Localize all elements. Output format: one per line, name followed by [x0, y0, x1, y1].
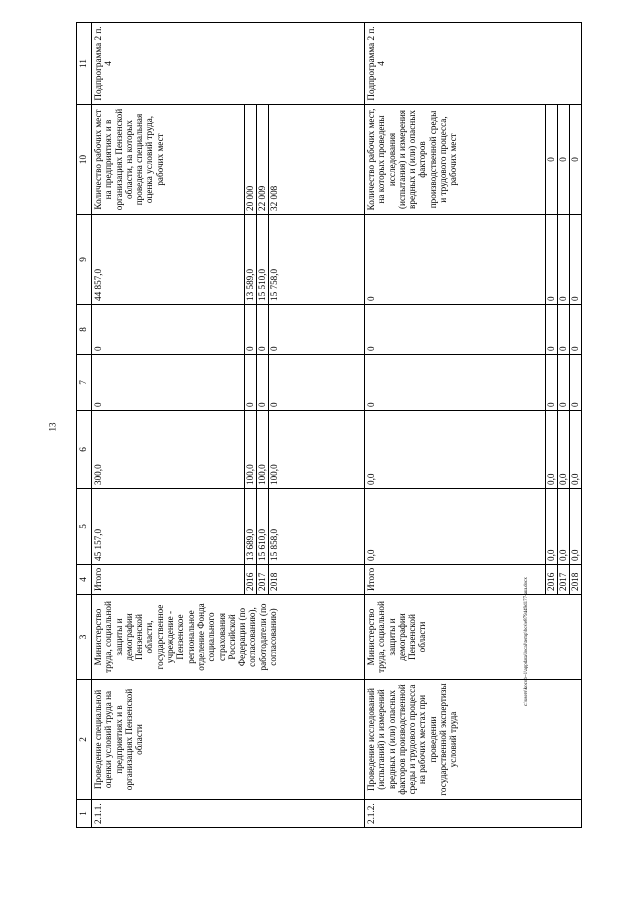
year-col9: 15 758,0 — [269, 215, 365, 305]
col-num-2: 2 — [77, 680, 92, 800]
total-col7: 0 — [92, 355, 245, 411]
col-num-6: 6 — [77, 411, 92, 489]
table-row — [365, 23, 546, 828]
year-col10: 20 000 — [245, 105, 257, 215]
year-col6: 100,0 — [245, 411, 257, 489]
year-cell: 2016 — [546, 565, 558, 595]
year-col5: 0,0 — [558, 489, 570, 565]
col-num-9: 9 — [77, 215, 92, 305]
year-col9: 0 — [558, 215, 570, 305]
year-col10: 22 009 — [257, 105, 269, 215]
year-col7: 0 — [269, 355, 365, 411]
activity-cell: Проведение специальной оценки условий труда на предприятиях и в организациях Пензенской области — [92, 680, 365, 800]
col-num-1: 1 — [77, 800, 92, 828]
total-col9: 44 857,0 — [92, 215, 245, 305]
program-table — [76, 22, 582, 828]
year-col7: 0 — [546, 355, 558, 411]
year-cell: 2016 — [245, 565, 257, 595]
executor-cell: Министерство труда, социальной защиты и демографии Пензенской области, государственное учреждение - Пензенское региональное отделение Фонда социального страхования Российской Федерации (по согласованию), работодатели (по согласованию) — [92, 595, 365, 680]
total-label: Итого — [92, 565, 245, 595]
year-cell: 2017 — [257, 565, 269, 595]
col-num-4: 4 — [77, 565, 92, 595]
year-col9: 0 — [570, 215, 582, 305]
table-row — [92, 23, 245, 828]
year-col5: 0,0 — [546, 489, 558, 565]
year-col8: 0 — [257, 305, 269, 355]
year-col9: 13 589,0 — [245, 215, 257, 305]
executor-cell: Министерство труда, социальной защиты и демографии Пензенской области — [365, 595, 582, 680]
year-col10: 0 — [558, 105, 570, 215]
year-col5: 15 858,0 — [269, 489, 365, 565]
row-id: 2.1.1. — [92, 800, 365, 828]
year-col6: 0,0 — [570, 411, 582, 489]
column-number-row — [77, 23, 92, 828]
year-cell: 2017 — [558, 565, 570, 595]
footer-file-path-text: c:\users\kocob~1\appdata\local\temp\bcs\e879449d177-аш.docx — [524, 577, 529, 706]
year-col7: 0 — [570, 355, 582, 411]
subprogram-cell: Подпрограмма 2 п. 4 — [365, 23, 582, 105]
total-col7: 0 — [365, 355, 546, 411]
year-col8: 0 — [558, 305, 570, 355]
total-col6: 0,0 — [365, 411, 546, 489]
col-num-5: 5 — [77, 489, 92, 565]
year-col7: 0 — [558, 355, 570, 411]
total-col5: 0,0 — [365, 489, 546, 565]
year-cell: 2018 — [269, 565, 365, 595]
year-col7: 0 — [245, 355, 257, 411]
col-num-10: 10 — [77, 105, 92, 215]
year-col7: 0 — [257, 355, 269, 411]
year-col6: 0,0 — [546, 411, 558, 489]
total-label: Итого — [365, 565, 546, 595]
rotated-table-container — [76, 23, 603, 828]
total-col8: 0 — [92, 305, 245, 355]
year-col8: 0 — [245, 305, 257, 355]
subprogram-cell: Подпрограмма 2 п. 4 — [92, 23, 365, 105]
year-col9: 0 — [546, 215, 558, 305]
col-num-11: 11 — [77, 23, 92, 105]
year-col8: 0 — [570, 305, 582, 355]
col-num-8: 8 — [77, 305, 92, 355]
col-num-7: 7 — [77, 355, 92, 411]
activity-cell: Проведение исследований (испытаний) и измерений вредных и (или) опасных факторов производственной среды и трудового процесса на рабочих местах при проведении государственной экспертизы условий труда — [365, 680, 582, 800]
year-col10: 0 — [570, 105, 582, 215]
year-col8: 0 — [546, 305, 558, 355]
year-col6: 0,0 — [558, 411, 570, 489]
year-col9: 15 510,0 — [257, 215, 269, 305]
indicator-cell: Количество рабочих мест, на которых проведены исследования (испытания) и измерения вредных и (или) опасных факторов производственной среды и трудового процесса, рабочих мест — [365, 105, 546, 215]
year-col8: 0 — [269, 305, 365, 355]
total-col6: 300,0 — [92, 411, 245, 489]
col-num-3: 3 — [77, 595, 92, 680]
year-col6: 100,0 — [269, 411, 365, 489]
total-col8: 0 — [365, 305, 546, 355]
total-col5: 45 157,0 — [92, 489, 245, 565]
year-col5: 15 610,0 — [257, 489, 269, 565]
row-id: 2.1.2. — [365, 800, 582, 828]
year-col10: 32 008 — [269, 105, 365, 215]
year-col5: 0,0 — [570, 489, 582, 565]
page-number: 13 — [47, 422, 58, 432]
year-cell: 2018 — [570, 565, 582, 595]
indicator-cell: Количество рабочих мест на предприятиях и в организациях Пензенской области, на которых проведена специальная оценка условий труда, рабочих мест — [92, 105, 245, 215]
year-col10: 0 — [546, 105, 558, 215]
year-col5: 13 689,0 — [245, 489, 257, 565]
total-col9: 0 — [365, 215, 546, 305]
year-col6: 100,0 — [257, 411, 269, 489]
